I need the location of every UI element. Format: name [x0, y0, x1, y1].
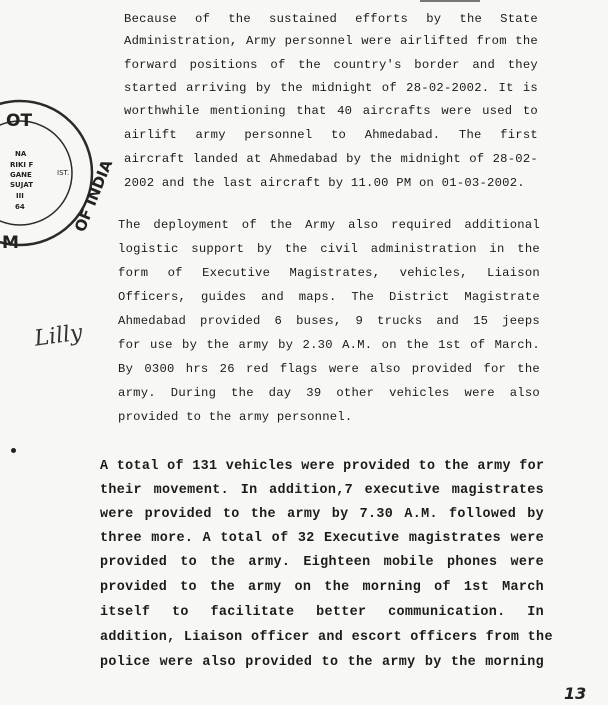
text-line: By 0300 hrs 26 red flags were also provided for the [118, 362, 540, 376]
text-line: addition, Liaison officer and escort officers from the [100, 630, 553, 645]
text-line: police were also provided to the army by the morning [100, 655, 544, 670]
stamp-inner-line: SUJAT [10, 181, 33, 189]
handwritten-initials-text: Lilly [32, 320, 85, 352]
text-line: forward positions of the country's border and they [124, 58, 538, 72]
text-line: three more. A total of 32 Executive magistrates were [100, 531, 544, 546]
text-line: Administration, Army personnel were airlifted from the [124, 34, 538, 48]
text-line: for use by the army by 2.30 A.M. on the 1st of March. [118, 338, 540, 352]
text-line: airlift army personnel to Ahmedabad. The first [124, 128, 538, 142]
text-line: aircraft landed at Ahmedabad by the midnight of 28-02- [124, 152, 538, 166]
page-number: 13 [564, 684, 587, 703]
stamp-inner-line: GANE [10, 171, 32, 179]
text-line: worthwhile mentioning that 40 aircrafts were used to [124, 104, 538, 118]
stamp-inner-line: 64 [15, 203, 25, 211]
top-edge-mark [420, 0, 480, 2]
text-line: The deployment of the Army also required additional [118, 218, 540, 232]
official-stamp [0, 98, 117, 268]
handwritten-initials [32, 312, 92, 354]
text-line: provided to the army on the morning of 1st March [100, 580, 544, 595]
text-line: logistic support by the civil administration in the [118, 242, 540, 256]
text-line: started arriving by the midnight of 28-02-2002. It is [124, 81, 538, 95]
text-line: provided to the army. Eighteen mobile phones were [100, 555, 544, 570]
stamp-ring-text: OF INDIA [71, 157, 117, 235]
stamp-inner-line: III [16, 192, 24, 200]
stamp-ring-text-2: IST. [57, 169, 70, 177]
stamp-inner-line: RIKI F [10, 161, 34, 169]
text-line: army. During the day 39 other vehicles were also [118, 386, 540, 400]
text-line: Ahmedabad provided 6 buses, 9 trucks and 15 jeeps [118, 314, 540, 328]
text-line: A total of 131 vehicles were provided to the army for [100, 459, 545, 474]
text-line: their movement. In addition,7 executive magistrates [100, 483, 544, 498]
text-line: 2002 and the last aircraft by 11.00 PM on 01-03-2002. [124, 176, 525, 190]
stamp-ring-text-bottom: M [2, 233, 19, 253]
text-line: were provided to the army by 7.30 A.M. followed by [100, 507, 544, 522]
stamp-inner-line: NA [15, 150, 27, 158]
text-line: form of Executive Magistrates, vehicles, Liaison [118, 266, 540, 280]
text-line: itself to facilitate better communication. In [100, 605, 544, 620]
stamp-outer-text: OT [6, 111, 33, 131]
margin-dot [11, 448, 16, 453]
text-line: provided to the army personnel. [118, 410, 353, 424]
text-line: Because of the sustained efforts by the State [124, 12, 538, 26]
text-line: Officers, guides and maps. The District Magistrate [118, 290, 540, 304]
